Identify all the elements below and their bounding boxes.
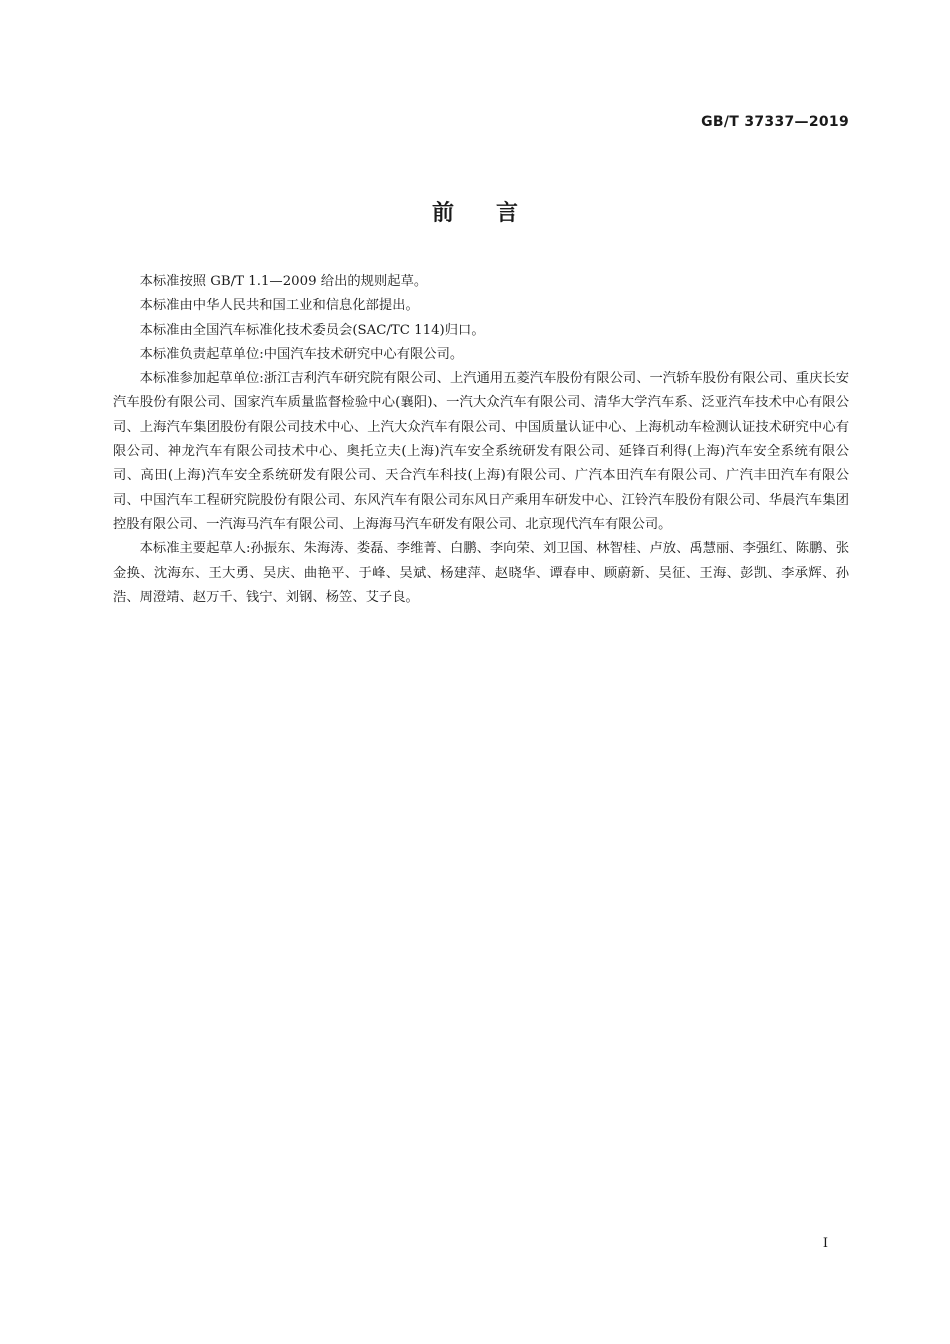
- page-title: 前言: [431, 201, 560, 226]
- standard-code: GB/T 37337—2019: [701, 114, 849, 130]
- paragraph-proposer: 本标准由中华人民共和国工业和信息化部提出。: [139, 298, 419, 314]
- foreword-body: [113, 270, 849, 610]
- paragraph-administrator: 本标准由全国汽车标准化技术委员会(SAC/TC 114)归口。: [139, 322, 485, 338]
- paragraph-lead-drafter: 本标准负责起草单位:中国汽车技术研究中心有限公司。: [139, 346, 464, 362]
- paragraph-drafting-rules: 本标准按照 GB/T 1.1—2009 给出的规则起草。: [139, 274, 428, 289]
- page-number: I: [822, 1236, 828, 1251]
- paragraph-participating-units: 本标准参加起草单位:浙江吉利汽车研究院有限公司、上汽通用五菱汽车股份有限公司、一汽轿车股份有限公司、重庆长安汽车股份有限公司、国家汽车质量监督检验中心(襄阳)、一汽大众汽车有限公司、清华大学汽车系、泛亚汽车技术中心有限公司、上海汽车集团股份有限公司技术中心、上汽大众汽车有限公司、中国质量认证中心、上海机动车检测认证技术研究中心有限公司、神龙汽车有限公司技术中心、奥托立夫(上海)汽车安全系统研发有限公司、延锋百利得(上海)汽车安全系统有限公司、高田(上海)汽车安全系统研发有限公司、天合汽车科技(上海)有限公司、广汽本田汽车有限公司、广汽丰田汽车有限公司、中国汽车工程研究院股份有限公司、东风汽车有限公司东风日产乘用车研发中心、江铃汽车股份有限公司、华晨汽车集团控股有限公司、一汽海马汽车有限公司、上海海马汽车研发有限公司、北京现代汽车有限公司。: [113, 371, 849, 532]
- paragraph-main-drafters: 本标准主要起草人:孙振东、朱海涛、娄磊、李维菁、白鹏、李向荣、刘卫国、林智桂、卢放、禹慧丽、李强红、陈鹏、张金换、沈海东、王大勇、吴庆、曲艳平、于峰、吴斌、杨建萍、赵晓华、谭春申、顾蔚新、吴征、王海、彭凯、李承辉、孙浩、周澄靖、赵万千、钱宁、刘钢、杨笠、艾子良。: [113, 541, 849, 605]
